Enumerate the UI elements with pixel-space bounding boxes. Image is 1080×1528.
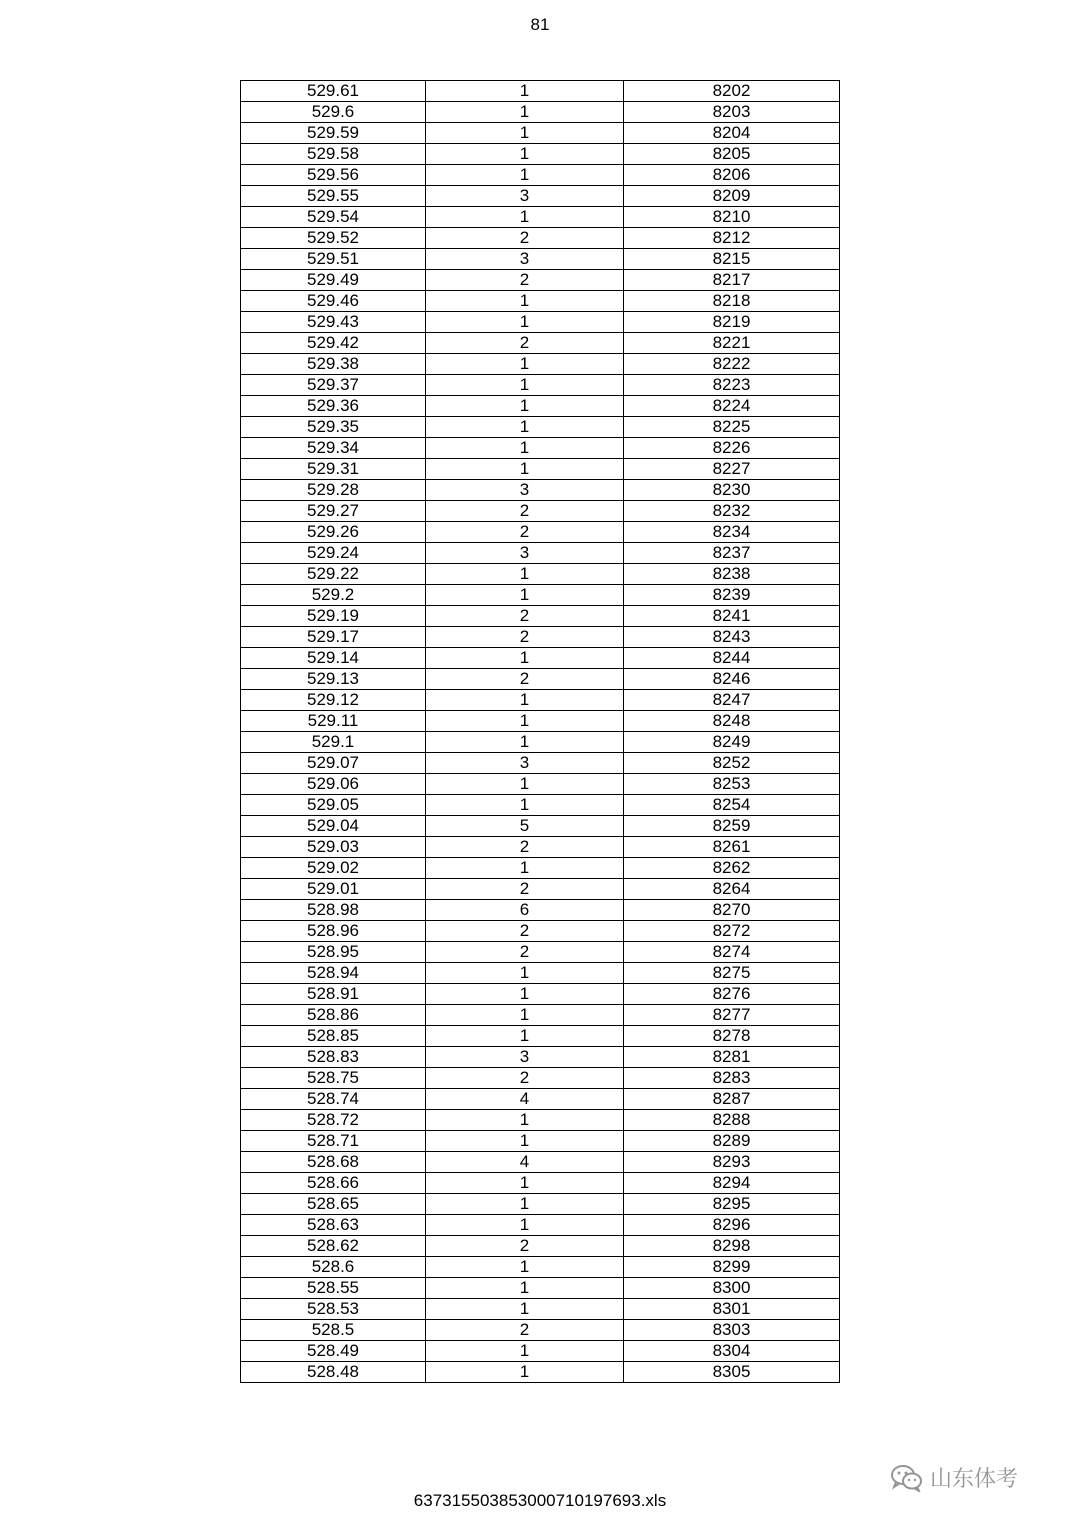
cumulative-cell: 8274	[624, 942, 840, 963]
score-cell: 529.36	[241, 396, 426, 417]
table-row	[241, 291, 840, 312]
cumulative-cell: 8221	[624, 333, 840, 354]
table-row	[241, 1173, 840, 1194]
table-row	[241, 333, 840, 354]
count-cell: 2	[426, 879, 624, 900]
count-cell: 1	[426, 1026, 624, 1047]
score-cell: 529.52	[241, 228, 426, 249]
count-cell: 1	[426, 1257, 624, 1278]
count-cell: 1	[426, 312, 624, 333]
table-row	[241, 606, 840, 627]
wechat-icon	[890, 1464, 924, 1492]
cumulative-cell: 8225	[624, 417, 840, 438]
table-row	[241, 648, 840, 669]
table-row	[241, 1320, 840, 1341]
table-row	[241, 102, 840, 123]
score-cell: 528.94	[241, 963, 426, 984]
cumulative-cell: 8215	[624, 249, 840, 270]
table-row	[241, 480, 840, 501]
cumulative-cell: 8275	[624, 963, 840, 984]
cumulative-cell: 8202	[624, 81, 840, 102]
score-cell: 529.17	[241, 627, 426, 648]
cumulative-cell: 8210	[624, 207, 840, 228]
count-cell: 1	[426, 984, 624, 1005]
cumulative-cell: 8264	[624, 879, 840, 900]
count-cell: 1	[426, 1299, 624, 1320]
cumulative-cell: 8298	[624, 1236, 840, 1257]
count-cell: 1	[426, 1110, 624, 1131]
count-cell: 2	[426, 606, 624, 627]
cumulative-cell: 8232	[624, 501, 840, 522]
watermark	[890, 1462, 1018, 1493]
table-row	[241, 543, 840, 564]
count-cell: 1	[426, 564, 624, 585]
cumulative-cell: 8209	[624, 186, 840, 207]
table-row	[241, 1278, 840, 1299]
count-cell: 1	[426, 795, 624, 816]
table-row	[241, 774, 840, 795]
count-cell: 2	[426, 1068, 624, 1089]
table-row	[241, 984, 840, 1005]
table-row	[241, 186, 840, 207]
table-row	[241, 858, 840, 879]
table-row	[241, 1362, 840, 1383]
cumulative-cell: 8239	[624, 585, 840, 606]
count-cell: 1	[426, 1005, 624, 1026]
count-cell: 1	[426, 1131, 624, 1152]
score-cell: 529.04	[241, 816, 426, 837]
table-row	[241, 1299, 840, 1320]
score-cell: 529.05	[241, 795, 426, 816]
count-cell: 1	[426, 711, 624, 732]
table-row	[241, 1110, 840, 1131]
score-cell: 529.35	[241, 417, 426, 438]
table-row	[241, 375, 840, 396]
cumulative-cell: 8249	[624, 732, 840, 753]
table-row	[241, 249, 840, 270]
table-row	[241, 123, 840, 144]
table-row	[241, 165, 840, 186]
score-cell: 529.61	[241, 81, 426, 102]
cumulative-cell: 8206	[624, 165, 840, 186]
cumulative-cell: 8226	[624, 438, 840, 459]
count-cell: 1	[426, 1215, 624, 1236]
score-cell: 528.72	[241, 1110, 426, 1131]
count-cell: 1	[426, 123, 624, 144]
count-cell: 1	[426, 144, 624, 165]
count-cell: 4	[426, 1089, 624, 1110]
count-cell: 2	[426, 333, 624, 354]
score-cell: 529.49	[241, 270, 426, 291]
cumulative-cell: 8288	[624, 1110, 840, 1131]
count-cell: 1	[426, 1173, 624, 1194]
cumulative-cell: 8243	[624, 627, 840, 648]
count-cell: 2	[426, 522, 624, 543]
score-cell: 529.06	[241, 774, 426, 795]
count-cell: 1	[426, 732, 624, 753]
count-cell: 1	[426, 375, 624, 396]
count-cell: 2	[426, 228, 624, 249]
count-cell: 4	[426, 1152, 624, 1173]
cumulative-cell: 8277	[624, 1005, 840, 1026]
score-cell: 529.6	[241, 102, 426, 123]
count-cell: 3	[426, 543, 624, 564]
cumulative-cell: 8238	[624, 564, 840, 585]
table-row	[241, 1131, 840, 1152]
cumulative-cell: 8300	[624, 1278, 840, 1299]
count-cell: 2	[426, 1236, 624, 1257]
cumulative-cell: 8283	[624, 1068, 840, 1089]
count-cell: 2	[426, 1320, 624, 1341]
cumulative-cell: 8204	[624, 123, 840, 144]
table-row	[241, 438, 840, 459]
table-row	[241, 1047, 840, 1068]
cumulative-cell: 8247	[624, 690, 840, 711]
cumulative-cell: 8234	[624, 522, 840, 543]
count-cell: 1	[426, 81, 624, 102]
count-cell: 2	[426, 942, 624, 963]
table-row	[241, 711, 840, 732]
cumulative-cell: 8261	[624, 837, 840, 858]
score-cell: 529.46	[241, 291, 426, 312]
cumulative-cell: 8218	[624, 291, 840, 312]
score-cell: 529.13	[241, 669, 426, 690]
table-row	[241, 795, 840, 816]
cumulative-cell: 8248	[624, 711, 840, 732]
count-cell: 1	[426, 396, 624, 417]
count-cell: 2	[426, 501, 624, 522]
score-cell: 528.63	[241, 1215, 426, 1236]
score-cell: 529.58	[241, 144, 426, 165]
count-cell: 3	[426, 1047, 624, 1068]
cumulative-cell: 8224	[624, 396, 840, 417]
score-cell: 528.53	[241, 1299, 426, 1320]
cumulative-cell: 8295	[624, 1194, 840, 1215]
table-row	[241, 627, 840, 648]
table-row	[241, 1152, 840, 1173]
score-cell: 529.54	[241, 207, 426, 228]
cumulative-cell: 8223	[624, 375, 840, 396]
table-row	[241, 1257, 840, 1278]
table-row	[241, 1236, 840, 1257]
cumulative-cell: 8270	[624, 900, 840, 921]
page-number: 81	[530, 15, 550, 34]
count-cell: 1	[426, 291, 624, 312]
cumulative-cell: 8254	[624, 795, 840, 816]
table-row	[241, 879, 840, 900]
cumulative-cell: 8246	[624, 669, 840, 690]
score-cell: 529.27	[241, 501, 426, 522]
score-cell: 528.5	[241, 1320, 426, 1341]
score-cell: 528.71	[241, 1131, 426, 1152]
table-row	[241, 1341, 840, 1362]
table-row	[241, 564, 840, 585]
table-row	[241, 522, 840, 543]
cumulative-cell: 8287	[624, 1089, 840, 1110]
count-cell: 1	[426, 963, 624, 984]
cumulative-cell: 8253	[624, 774, 840, 795]
count-cell: 3	[426, 186, 624, 207]
count-cell: 1	[426, 207, 624, 228]
cumulative-cell: 8303	[624, 1320, 840, 1341]
table-row	[241, 1026, 840, 1047]
count-cell: 1	[426, 102, 624, 123]
cumulative-cell: 8276	[624, 984, 840, 1005]
score-table-body	[241, 81, 840, 1383]
table-row	[241, 1215, 840, 1236]
count-cell: 1	[426, 1194, 624, 1215]
count-cell: 1	[426, 1362, 624, 1383]
score-cell: 529.59	[241, 123, 426, 144]
cumulative-cell: 8281	[624, 1047, 840, 1068]
score-cell: 529.19	[241, 606, 426, 627]
score-cell: 529.34	[241, 438, 426, 459]
score-table-container	[240, 80, 840, 1383]
score-cell: 528.65	[241, 1194, 426, 1215]
score-cell: 529.22	[241, 564, 426, 585]
table-row	[241, 585, 840, 606]
table-row	[241, 270, 840, 291]
table-row	[241, 669, 840, 690]
cumulative-cell: 8294	[624, 1173, 840, 1194]
score-cell: 529.28	[241, 480, 426, 501]
score-cell: 528.96	[241, 921, 426, 942]
score-cell: 528.49	[241, 1341, 426, 1362]
cumulative-cell: 8296	[624, 1215, 840, 1236]
score-cell: 529.43	[241, 312, 426, 333]
table-row	[241, 690, 840, 711]
watermark-text: 山东体考	[930, 1466, 1019, 1491]
cumulative-cell: 8219	[624, 312, 840, 333]
cumulative-cell: 8305	[624, 1362, 840, 1383]
score-cell: 528.98	[241, 900, 426, 921]
footer-filename: 637315503853000710197693.xls	[413, 1491, 667, 1510]
count-cell: 1	[426, 585, 624, 606]
cumulative-cell: 8244	[624, 648, 840, 669]
score-cell: 528.83	[241, 1047, 426, 1068]
table-row	[241, 1068, 840, 1089]
table-row	[241, 921, 840, 942]
cumulative-cell: 8262	[624, 858, 840, 879]
cumulative-cell: 8230	[624, 480, 840, 501]
count-cell: 2	[426, 837, 624, 858]
table-row	[241, 963, 840, 984]
score-table	[240, 80, 840, 1383]
cumulative-cell: 8272	[624, 921, 840, 942]
score-cell: 529.11	[241, 711, 426, 732]
table-row	[241, 354, 840, 375]
score-cell: 529.24	[241, 543, 426, 564]
count-cell: 1	[426, 690, 624, 711]
table-row	[241, 81, 840, 102]
table-row	[241, 144, 840, 165]
cumulative-cell: 8252	[624, 753, 840, 774]
count-cell: 1	[426, 459, 624, 480]
cumulative-cell: 8289	[624, 1131, 840, 1152]
count-cell: 1	[426, 858, 624, 879]
score-cell: 528.95	[241, 942, 426, 963]
count-cell: 5	[426, 816, 624, 837]
table-row	[241, 1005, 840, 1026]
count-cell: 6	[426, 900, 624, 921]
count-cell: 3	[426, 249, 624, 270]
cumulative-cell: 8227	[624, 459, 840, 480]
table-row	[241, 417, 840, 438]
score-cell: 528.6	[241, 1257, 426, 1278]
count-cell: 3	[426, 480, 624, 501]
score-cell: 528.85	[241, 1026, 426, 1047]
cumulative-cell: 8203	[624, 102, 840, 123]
score-cell: 529.55	[241, 186, 426, 207]
table-row	[241, 207, 840, 228]
score-cell: 528.62	[241, 1236, 426, 1257]
count-cell: 3	[426, 753, 624, 774]
count-cell: 1	[426, 648, 624, 669]
count-cell: 1	[426, 417, 624, 438]
count-cell: 2	[426, 669, 624, 690]
score-cell: 528.74	[241, 1089, 426, 1110]
table-row	[241, 396, 840, 417]
table-row	[241, 837, 840, 858]
cumulative-cell: 8301	[624, 1299, 840, 1320]
table-row	[241, 459, 840, 480]
score-cell: 529.1	[241, 732, 426, 753]
score-cell: 529.12	[241, 690, 426, 711]
count-cell: 2	[426, 627, 624, 648]
table-row	[241, 753, 840, 774]
score-cell: 528.75	[241, 1068, 426, 1089]
cumulative-cell: 8222	[624, 354, 840, 375]
cumulative-cell: 8241	[624, 606, 840, 627]
score-cell: 528.86	[241, 1005, 426, 1026]
cumulative-cell: 8293	[624, 1152, 840, 1173]
cumulative-cell: 8299	[624, 1257, 840, 1278]
score-cell: 529.2	[241, 585, 426, 606]
count-cell: 1	[426, 1341, 624, 1362]
score-cell: 529.01	[241, 879, 426, 900]
table-row	[241, 312, 840, 333]
table-row	[241, 732, 840, 753]
table-row	[241, 1194, 840, 1215]
cumulative-cell: 8259	[624, 816, 840, 837]
score-cell: 529.42	[241, 333, 426, 354]
count-cell: 1	[426, 438, 624, 459]
score-cell: 528.48	[241, 1362, 426, 1383]
table-row	[241, 228, 840, 249]
count-cell: 1	[426, 1278, 624, 1299]
score-cell: 529.02	[241, 858, 426, 879]
count-cell: 2	[426, 270, 624, 291]
score-cell: 529.56	[241, 165, 426, 186]
count-cell: 2	[426, 921, 624, 942]
score-cell: 529.03	[241, 837, 426, 858]
count-cell: 1	[426, 354, 624, 375]
cumulative-cell: 8278	[624, 1026, 840, 1047]
cumulative-cell: 8304	[624, 1341, 840, 1362]
score-cell: 528.91	[241, 984, 426, 1005]
table-row	[241, 501, 840, 522]
cumulative-cell: 8217	[624, 270, 840, 291]
score-cell: 529.51	[241, 249, 426, 270]
score-cell: 529.31	[241, 459, 426, 480]
score-cell: 529.37	[241, 375, 426, 396]
cumulative-cell: 8205	[624, 144, 840, 165]
score-cell: 528.66	[241, 1173, 426, 1194]
cumulative-cell: 8237	[624, 543, 840, 564]
table-row	[241, 942, 840, 963]
table-row	[241, 900, 840, 921]
table-row	[241, 1089, 840, 1110]
count-cell: 1	[426, 774, 624, 795]
score-cell: 529.38	[241, 354, 426, 375]
table-row	[241, 816, 840, 837]
score-cell: 528.68	[241, 1152, 426, 1173]
cumulative-cell: 8212	[624, 228, 840, 249]
score-cell: 529.07	[241, 753, 426, 774]
score-cell: 528.55	[241, 1278, 426, 1299]
score-cell: 529.14	[241, 648, 426, 669]
count-cell: 1	[426, 165, 624, 186]
score-cell: 529.26	[241, 522, 426, 543]
